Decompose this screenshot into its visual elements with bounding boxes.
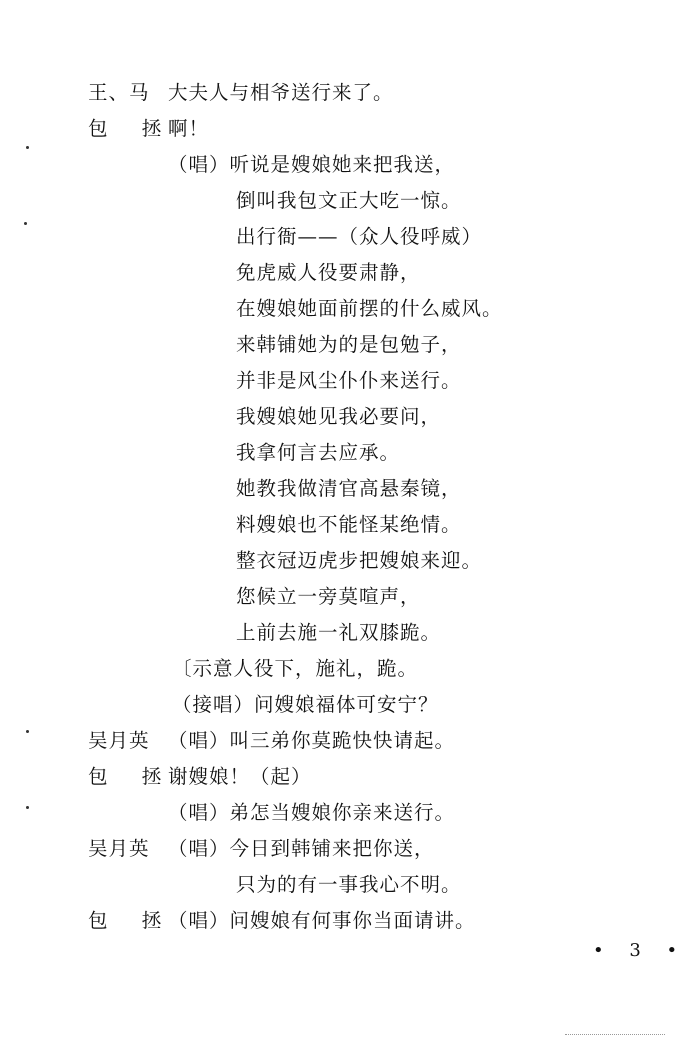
speaker-wu-yueying: 吴月英 bbox=[88, 729, 150, 752]
verse-line: 她教我做清官高悬秦镜， bbox=[236, 477, 462, 500]
speaker-bao-zheng: 包 拯 bbox=[88, 117, 176, 140]
dialogue-line: 谢嫂娘！（起） bbox=[168, 765, 312, 788]
speaker-wang-ma: 王、马 bbox=[88, 81, 150, 104]
verse-line: 料嫂娘也不能怪某绝情。 bbox=[236, 513, 462, 536]
verse-line: 只为的有一事我心不明。 bbox=[236, 873, 462, 896]
sung-line: （唱）今日到韩铺来把你送， bbox=[168, 837, 435, 860]
stage-direction: 〔示意人役下，施礼，跪。 bbox=[172, 657, 419, 680]
dialogue-line: 啊！ bbox=[168, 117, 210, 140]
verse-line: 在嫂娘她面前摆的什么威风。 bbox=[236, 297, 503, 320]
scan-speck bbox=[24, 222, 27, 225]
verse-line: 我嫂娘她见我必要问， bbox=[236, 405, 442, 428]
scan-footer-noise bbox=[565, 1030, 665, 1035]
verse-line: 我拿何言去应承。 bbox=[236, 441, 401, 464]
speaker-bao-zheng: 包 拯 bbox=[88, 765, 176, 788]
sung-line: （接唱）问嫂娘福体可安宁？ bbox=[172, 693, 439, 716]
sung-line: （唱）叫三弟你莫跪快快请起。 bbox=[168, 729, 456, 752]
sung-line: （唱）问嫂娘有何事你当面请讲。 bbox=[168, 909, 476, 932]
verse-line: 出行衙——（众人役呼威） bbox=[236, 225, 483, 248]
sung-line: （唱）听说是嫂娘她来把我送， bbox=[168, 153, 456, 176]
speaker-wu-yueying: 吴月英 bbox=[88, 837, 150, 860]
speaker-bao-zheng: 包 拯 bbox=[88, 909, 176, 932]
sung-line: （唱）弟怎当嫂娘你亲来送行。 bbox=[168, 801, 456, 824]
verse-line: 倒叫我包文正大吃一惊。 bbox=[236, 189, 462, 212]
verse-line: 上前去施一礼双膝跪。 bbox=[236, 621, 442, 644]
verse-line: 您候立一旁莫喧声， bbox=[236, 585, 421, 608]
verse-line: 免虎威人役要肃静， bbox=[236, 261, 421, 284]
page-number: • 3 • bbox=[593, 940, 688, 961]
verse-line: 来韩铺她为的是包勉子， bbox=[236, 333, 462, 356]
dialogue-line: 大夫人与相爷送行来了。 bbox=[168, 81, 394, 104]
scan-speck bbox=[26, 146, 29, 149]
verse-line: 并非是风尘仆仆来送行。 bbox=[236, 369, 462, 392]
verse-line: 整衣冠迈虎步把嫂娘来迎。 bbox=[236, 549, 483, 572]
scan-speck bbox=[26, 806, 29, 809]
scan-speck bbox=[26, 730, 29, 733]
